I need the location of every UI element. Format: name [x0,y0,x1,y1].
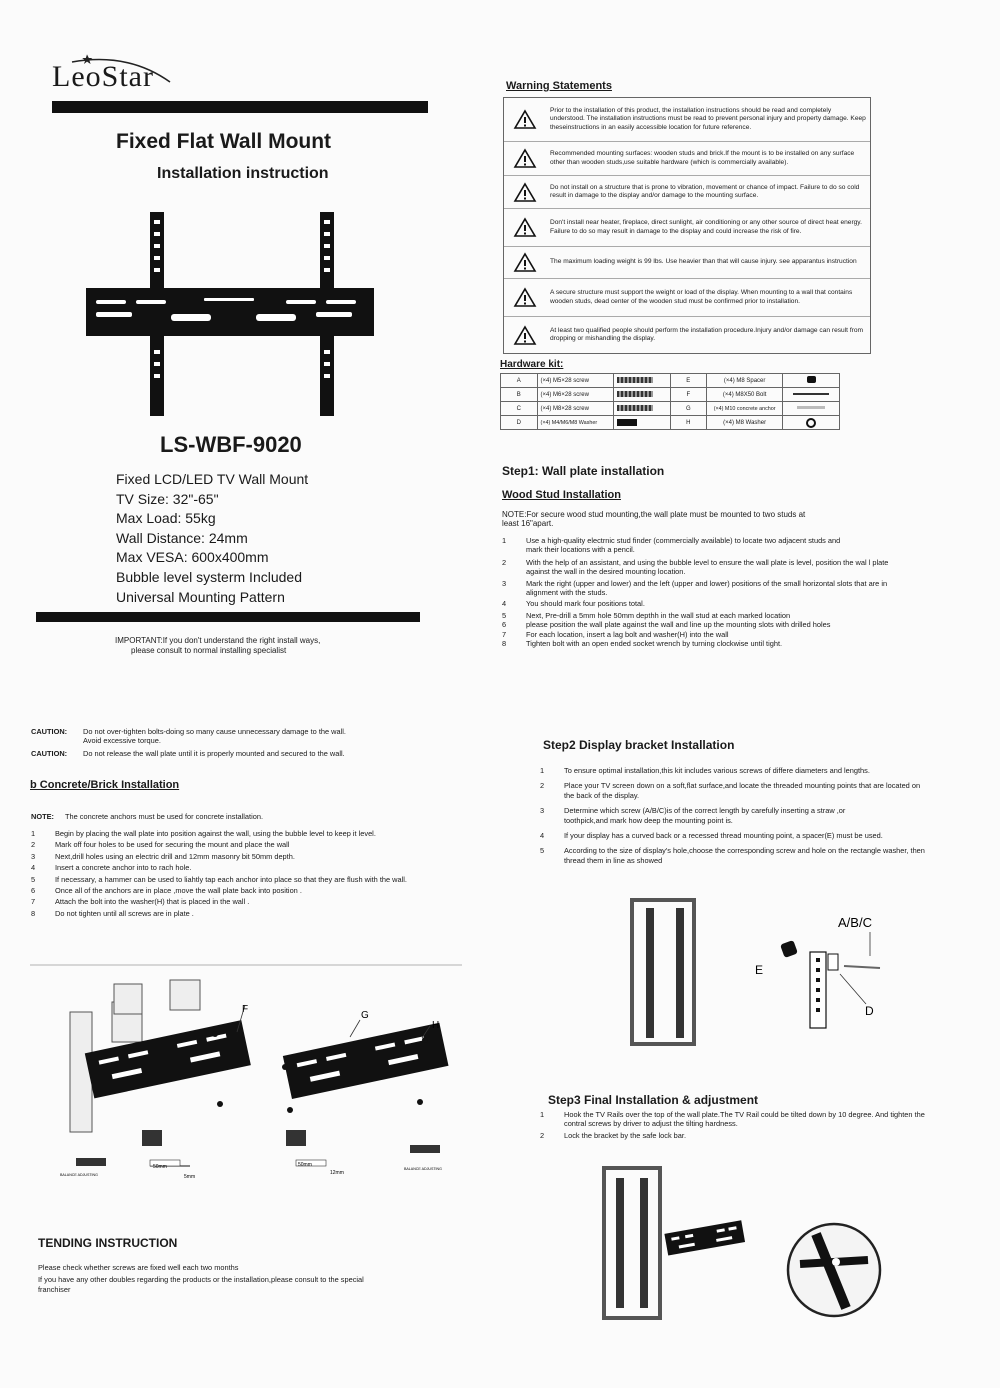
list-item: 1 To ensure optimal installation,this kit includes various screws of differe diameters and lengths. [540,766,870,775]
table-row [501,416,840,430]
step2-list [540,766,944,867]
caution-text: Avoid excessive torque. [83,736,161,746]
step3-title: Step3 Final Installation & adjustment [548,1093,759,1107]
list-item-text: Use a high-quality electrnic stud finder (commercially available) to locate two adjacent studs and mark their locations with a pencil. [526,536,841,555]
tending-line: franchiser [38,1284,71,1294]
tending-line: If you have any other doubles regarding the products or the installation,please consult to the special [38,1275,364,1285]
list-item: 6 please position the wall plate against the wall and line up the mounting slots with drilled holes [502,620,831,630]
hw-code: E [670,374,707,388]
spec-item: Universal Mounting Pattern [116,588,285,605]
warning-triangle-icon [504,217,546,238]
warning-triangle-icon [504,252,546,273]
list-item-text: To ensure optimal installation,this kit includes various screws of differe diameters and lengths. [564,766,870,775]
brand-swoosh-icon [48,52,178,98]
warning-row [504,279,870,317]
drill-diameter-label: 12mm [330,1170,344,1176]
screw-icon [613,388,670,402]
hw-desc: (×4) M4/M6/M8 Washer [537,416,613,430]
caution-label: CAUTION: [31,727,68,736]
drill-depth-label: 50mm [298,1162,312,1168]
list-item: 4 You should mark four positions total. [502,599,645,609]
hw-code: H [670,416,707,430]
wall-mount-product-image [86,210,376,420]
drill-detail-icon [286,1130,326,1166]
table-row [501,374,840,388]
hardware-table [500,373,840,430]
concrete-title: b Concrete/Brick Installation [30,779,180,791]
hw-code: B [501,388,538,402]
list-item: 2 Place your TV screen down on a soft,flat surface,and locate the threaded mounting points that are located on the back of the display. [540,781,944,800]
tending-text [38,1263,418,1294]
list-item-text: Do not tighten until all screws are in plate . [55,908,194,918]
tending-line: Please check whether screws are fixed well each two months [38,1263,239,1272]
bottom-rule [36,612,420,622]
model-number: LS-WBF-9020 [160,432,302,457]
hw-desc: (×4) M5×28 screw [537,374,613,388]
list-item: 5 If necessary, a hammer can be used to liahtly tap each anchor into place so that they are flush with the wall. [31,874,407,884]
caution-text: Do not release the wall plate until it is properly mounted and secured to the wall. [83,748,345,758]
list-item: 1 Begin by placing the wall plate into position against the wall, using the bubble level to keep it level. [31,829,376,838]
note-label: NOTE: [31,812,54,821]
warning-row [504,209,870,247]
list-item: 1 Hook the TV Rails over the top of the wall plate.The TV Rail could be tilted down by 10 degree. And tighten the contral screws by driver to adjust the tilting hardness. [540,1110,932,1129]
list-item: 1 Use a high-quality electrnic stud finder (commercially available) to locate two adjacent studs and mark their locations with a pencil. [502,536,904,555]
warning-row [504,247,870,279]
warning-table [503,97,871,354]
table-row [501,388,840,402]
product-subtitle: Installation instruction [157,165,329,182]
list-item-text: Next, Pre-drill a 5mm hole 50mm depthh in the wall stud at each marked location [526,610,791,620]
hw-code: A [501,374,538,388]
list-item-text: Next,drill holes using an electric drill and 12mm masonry bit 50mm depth. [55,851,295,861]
list-item-text: If necessary, a hammer can be used to liahtly tap each anchor into place so that they are flush with the wall. [55,874,407,884]
warning-row [504,142,870,176]
spec-item: Wall Distance: 24mm [116,529,248,546]
caution-block [31,727,451,758]
top-rule [52,101,428,113]
label-h: H [432,1020,440,1031]
list-item-text: If your display has a curved back or a recessed thread mounting point, a spacer(E) must be used. [564,831,883,841]
hardware-kit-title: Hardware kit: [500,359,564,370]
list-item-text: Insert a concrete anchor into to rach hole. [55,863,192,873]
note-text: The concrete anchors must be used for concrete installation. [65,812,264,821]
list-item: 8 Do not tighten until all screws are in plate . [31,908,194,918]
hw-desc: (×4) M10 concrete anchor [707,402,783,416]
hw-code: F [670,388,707,402]
wood-stud-title: Wood Stud Installation [502,489,621,501]
hw-desc: (×4) M8X50 Bolt [707,388,783,402]
list-item-text: Attach the bolt into the washer(H) that is placed in the wall . [55,897,250,907]
warning-text: Recommended mounting surfaces: wooden studs and brick.If the mount is to be installed on any surface other than wooden studs,use suitable hardware (which is commercially available). [550,150,855,166]
hw-desc: (×4) M8×28 screw [537,402,613,416]
step1-list [502,536,904,650]
hw-desc: (×4) M6×28 screw [537,388,613,402]
drill-depth-label: 50mm [153,1164,167,1170]
list-item-text: Tighten bolt with an open ended socket wrench by turning clockwise until tight. [526,639,783,649]
important-line: please consult to normal installing specialist [131,646,287,655]
warning-triangle-icon [504,287,546,308]
list-item-text: Mark the right (upper and lower) and the left (upper and lower) positions of the small horizontal slots that are in alignment with the studs. [526,578,888,598]
label-e: E [755,963,764,977]
hw-code: C [501,402,538,416]
bubble-level-icon [410,1145,440,1153]
list-item-text: According to the size of display's hole,choose the corresponding screw and hole on the rectangle washer, then thread them in line as showed [564,846,925,865]
list-item-text: Determine which screw (A/B/C)is of the correct length by carefully inserting a straw ,or toothpick,and mark how deep the mounting point is. [564,806,846,825]
warning-row [504,317,870,353]
warning-triangle-icon [504,109,546,130]
tending-title: TENDING INSTRUCTION [38,1236,178,1250]
list-item-text: Once all of the anchors are in place ,move the wall plate back into position . [55,886,302,896]
screw-icon [613,374,670,388]
final-installation-diagram [600,1164,890,1324]
warning-text: At least two qualified people should perform the installation procedure.Injury and/or damage can result from dropping or mishandling the display. [550,326,864,342]
step1-title: Step1: Wall plate installation [502,464,665,478]
list-item: 6 Once all of the anchors are in place ,move the wall plate back into position . [31,886,302,896]
list-item: 4 Insert a concrete anchor into to rach hole. [31,863,192,873]
washer-icon [783,416,840,430]
bolt-icon [783,388,840,402]
list-item: 2 Lock the bracket by the safe lock bar. [540,1130,687,1140]
hw-code: D [501,416,538,430]
label-d: D [865,1004,874,1018]
list-item-text: please position the wall plate against the wall and line up the mounting slots with drilled holes [526,620,831,630]
spacer-icon [783,374,840,388]
drill-detail-icon [142,1130,190,1166]
spec-list [116,470,308,607]
step2-title: Step2 Display bracket Installation [543,738,735,752]
list-item: 5 Next, Pre-drill a 5mm hole 50mm depthh in the wall stud at each marked location [502,610,791,620]
warning-row [504,98,870,142]
wall-plate-installation-diagram [30,962,462,1184]
warning-triangle-icon [504,182,546,203]
spec-item: TV Size: 32"-65" [116,490,219,507]
list-item-text: With the help of an assistant, and using the bubble level to ensure the wall plate is level, position the wal l plate against the wall in the desired mounting location. [526,557,889,577]
list-item-text: Lock the bracket by the safe lock bar. [564,1130,687,1140]
display-bracket-diagram [630,896,890,1048]
important-note [115,636,320,656]
list-item: 7 Attach the bolt into the washer(H) that is placed in the wall . [31,897,250,907]
list-item-text: Place your TV screen down on a soft,flat surface,and locate the threaded mounting points that are located on the back of the display. [564,781,921,800]
hw-code: G [670,402,707,416]
note-line: least 16"apart. [502,519,554,529]
list-item: 8 Tighten bolt with an open ended socket wrench by turning clockwise until tight. [502,639,783,649]
warning-triangle-icon [504,325,546,346]
label-f: F [242,1004,249,1015]
warning-text: Don't install near heater, fireplace, direct sunlight, air conditioning or any other source of direct heat energy. Failure to do so may result in damage to the display and could increase the risk of fire. [550,219,862,235]
list-item: 4 If your display has a curved back or a recessed thread mounting point, a spacer(E) must be used. [540,831,883,841]
warning-text: Do not install on a structure that is prone to vibration, movement or chance of impact. Failure to do so cold result in damage to the display and/or damage to the mounting surface. [550,183,860,199]
balance-label: BALANCE ADJUSTING [60,1173,98,1177]
list-item: 7 For each location, insert a lag bolt and washer(H) into the wall [502,629,729,639]
balance-label: BALANCE ADJUSTING [404,1167,442,1171]
warning-triangle-icon [504,148,546,169]
list-item-text: Hook the TV Rails over the top of the wall plate.The TV Rail could be tilted down by 10 degree. And tighten the contral screws by driver to adjust the tilting hardness. [564,1110,925,1129]
hw-desc: (×4) M8 Washer [707,416,783,430]
spec-item: Max Load: 55kg [116,510,216,527]
list-item-text: Mark off four holes to be used for securing the mount and place the wall [55,840,290,850]
brand-logo: LeoStar [52,60,154,93]
spec-item: Bubble level systerm Included [116,568,302,585]
drill-diameter-label: 5mm [184,1174,196,1180]
list-item: 3 Mark the right (upper and lower) and the left (upper and lower) positions of the small horizontal slots that are in alignment with the studs. [502,579,904,598]
list-item: 2 Mark off four holes to be used for securing the mount and place the wall [31,840,290,850]
anchor-icon [783,402,840,416]
important-line: IMPORTANT:If you don't understand the right install ways, [115,636,321,645]
label-abc: A/B/C [838,915,872,930]
warning-statements-title: Warning Statements [506,80,612,92]
list-item-text: Begin by placing the wall plate into position against the wall, using the bubble level to keep it level. [55,829,376,838]
list-item: 3 Determine which screw (A/B/C)is of the correct length by carefully inserting a straw ,or toothpick,and mark how deep the mounting point is. [540,806,944,825]
product-title: Fixed Flat Wall Mount [116,130,332,153]
warning-text: A secure structure must support the weight or load of the display. When mounting to a wall that contains wooden studs, dead center of the wooden stud must be confirmed prior to installation. [550,289,853,305]
list-item: 2 With the help of an assistant, and using the bubble level to ensure the wall plate is level, position the wal l plate against the wall in the desired mounting location. [502,558,904,577]
note-line: NOTE:For secure wood stud mounting,the wall plate must be mounted to two studs at [502,510,806,519]
table-row [501,402,840,416]
list-item: 5 According to the size of display's hole,choose the corresponding screw and hole on the rectangle washer, then thread them in line as showed [540,846,944,865]
list-item-text: For each location, insert a lag bolt and washer(H) into the wall [526,629,729,639]
bubble-level-icon [76,1158,106,1166]
warning-text: Prior to the installation of this product, the installation instructions should be read and completely understood. The installation instructions must be read to prevent personal injury and property damage. Keep theseinstructions in an easily accessible location for future reference. [550,107,866,131]
concrete-note [31,812,263,821]
label-g: G [361,1010,369,1021]
spec-item: Fixed LCD/LED TV Wall Mount [116,471,309,487]
warning-text: The maximum loading weight is 99 lbs. Use heavier than that will cause injury. see apparantus instruction [550,258,857,266]
list-item: 3 Next,drill holes using an electric drill and 12mm masonry bit 50mm depth. [31,851,295,861]
washer-set-icon [613,416,670,430]
screw-icon [613,402,670,416]
spec-item: Max VESA: 600x400mm [116,549,269,566]
warning-row [504,176,870,209]
wood-stud-note [502,510,902,529]
step3-list [540,1110,932,1142]
caution-label: CAUTION: [31,748,68,758]
hw-desc: (×4) M8 Spacer [707,374,783,388]
list-item-text: You should mark four positions total. [526,599,645,609]
caution-text: Do not over-tighten bolts-doing so many cause unnecessary damage to the wall. [83,727,346,736]
concrete-list [31,829,431,920]
